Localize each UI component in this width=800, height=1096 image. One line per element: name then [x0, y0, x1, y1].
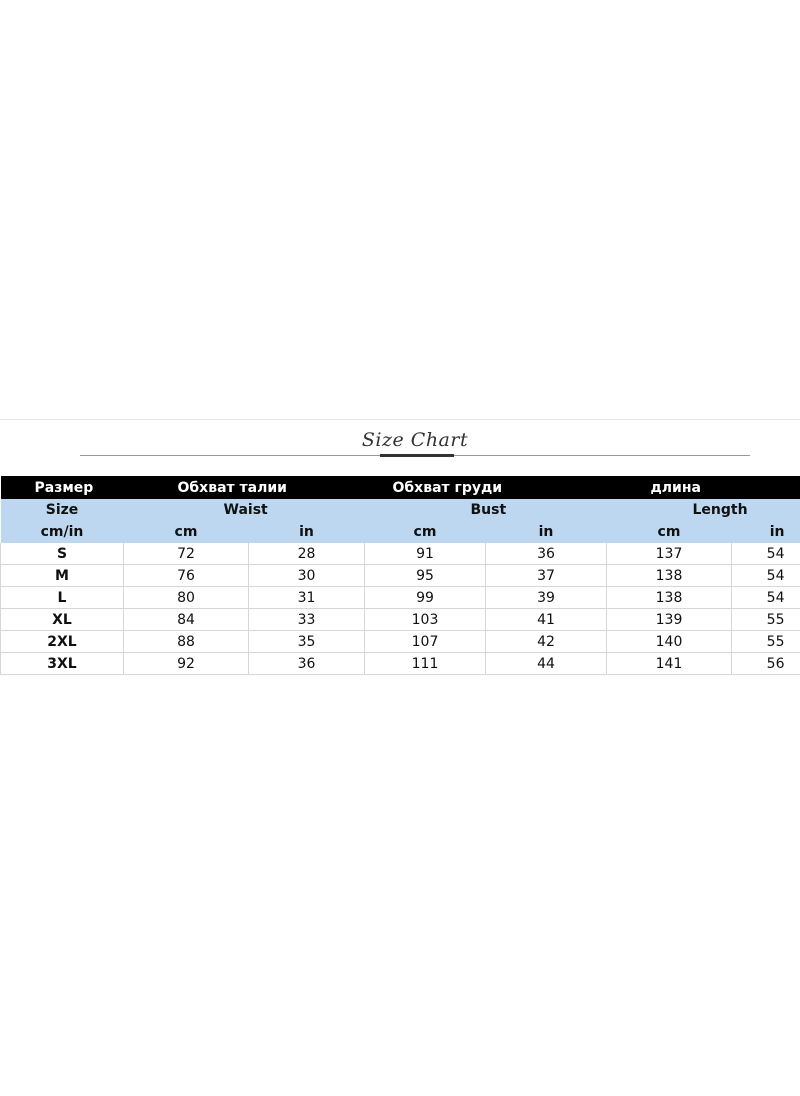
unit-waist-cm: cm: [124, 521, 249, 543]
header-en-size: Size: [1, 499, 124, 521]
unit-length-cm: cm: [607, 521, 732, 543]
length-cm-cell: 140: [607, 631, 732, 653]
bust-in-cell: 39: [486, 587, 607, 609]
header-ru-size: Размер: [1, 476, 124, 499]
header-ru-waist: Обхват талии: [124, 476, 365, 499]
length-in-cell: 54: [732, 587, 800, 609]
waist-in-cell: 31: [249, 587, 365, 609]
size-cell: XL: [1, 609, 124, 631]
waist-cm-cell: 88: [124, 631, 249, 653]
waist-in-cell: 28: [249, 543, 365, 565]
length-in-cell: 54: [732, 565, 800, 587]
waist-in-cell: 30: [249, 565, 365, 587]
table-row: [1, 543, 800, 565]
size-table: [0, 476, 800, 675]
size-cell: 3XL: [1, 653, 124, 675]
length-in-cell: 55: [732, 631, 800, 653]
bust-in-cell: 37: [486, 565, 607, 587]
header-en-length: Length: [607, 499, 800, 521]
bust-cm-cell: 99: [365, 587, 486, 609]
length-cm-cell: 141: [607, 653, 732, 675]
unit-length-in: in: [732, 521, 800, 543]
length-cm-cell: 138: [607, 587, 732, 609]
table-row: [1, 631, 800, 653]
size-cell: L: [1, 587, 124, 609]
table-row: [1, 565, 800, 587]
size-chart-panel: [0, 419, 800, 678]
size-chart-title-area: [0, 427, 800, 467]
size-cell: 2XL: [1, 631, 124, 653]
length-in-cell: 55: [732, 609, 800, 631]
size-chart-title: Size Chart: [361, 429, 469, 451]
waist-in-cell: 35: [249, 631, 365, 653]
bust-cm-cell: 95: [365, 565, 486, 587]
bust-in-cell: 41: [486, 609, 607, 631]
size-cell: S: [1, 543, 124, 565]
header-row-units: [1, 521, 800, 543]
waist-in-cell: 36: [249, 653, 365, 675]
table-row: [1, 587, 800, 609]
bust-cm-cell: 91: [365, 543, 486, 565]
bust-in-cell: 44: [486, 653, 607, 675]
header-en-waist: Waist: [124, 499, 365, 521]
header-en-bust: Bust: [365, 499, 607, 521]
length-in-cell: 54: [732, 543, 800, 565]
waist-in-cell: 33: [249, 609, 365, 631]
waist-cm-cell: 92: [124, 653, 249, 675]
unit-size: cm/in: [1, 521, 124, 543]
title-underline-accent: [380, 454, 454, 457]
waist-cm-cell: 76: [124, 565, 249, 587]
table-row: [1, 609, 800, 631]
length-cm-cell: 137: [607, 543, 732, 565]
waist-cm-cell: 80: [124, 587, 249, 609]
length-cm-cell: 139: [607, 609, 732, 631]
length-cm-cell: 138: [607, 565, 732, 587]
bust-in-cell: 36: [486, 543, 607, 565]
length-in-cell: 56: [732, 653, 800, 675]
unit-waist-in: in: [249, 521, 365, 543]
bust-in-cell: 42: [486, 631, 607, 653]
header-row-english: [1, 499, 800, 521]
header-ru-length: длина: [607, 476, 800, 499]
size-cell: M: [1, 565, 124, 587]
table-row: [1, 653, 800, 675]
header-ru-bust: Обхват груди: [365, 476, 607, 499]
bust-cm-cell: 111: [365, 653, 486, 675]
unit-bust-cm: cm: [365, 521, 486, 543]
bust-cm-cell: 107: [365, 631, 486, 653]
waist-cm-cell: 84: [124, 609, 249, 631]
waist-cm-cell: 72: [124, 543, 249, 565]
header-row-russian: [1, 476, 800, 499]
bust-cm-cell: 103: [365, 609, 486, 631]
unit-bust-in: in: [486, 521, 607, 543]
